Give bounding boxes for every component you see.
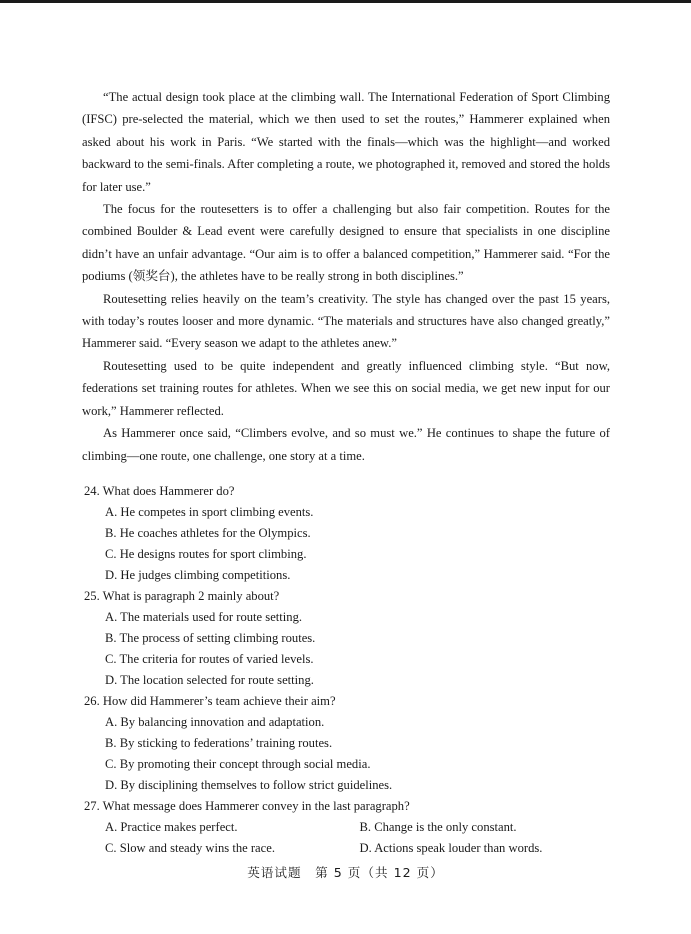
option-d: D. The location selected for route setting. [105, 673, 314, 687]
reading-passage [82, 86, 610, 467]
passage-paragraph-5: As Hammerer once said, “Climbers evolve, and so must we.” He continues to shape the future of climbing—one route, one challenge, one story at a time. [82, 426, 610, 463]
passage-paragraph-3: Routesetting relies heavily on the team’s creativity. The style has changed over the past 15 years, with today’s routes looser and more dynamic. “The materials and structures have also changed greatly,” Hammerer said. “Every season we adapt to the athletes anew.” [82, 291, 610, 351]
question-stem: 27. What message does Hammerer convey in the last paragraph? [84, 799, 410, 813]
option-b: B. Change is the only constant. [359, 820, 517, 834]
passage-paragraph-4: Routesetting used to be quite independent and greatly influenced climbing style. “But now, federations set training routes for athletes. When we see this on social media, we get new input for our work,” Hammerer reflected. [82, 358, 610, 418]
top-border [0, 0, 691, 3]
option-d: D. He judges climbing competitions. [105, 568, 291, 582]
option-b: B. By sticking to federations’ training routes. [105, 736, 333, 750]
question-27 [84, 796, 614, 859]
option-a: A. Practice makes perfect. [105, 820, 238, 834]
option-row [84, 817, 614, 838]
question-25 [84, 586, 614, 691]
page-footer: 英语试题 第 5 页（共 12 页） [247, 865, 444, 880]
passage-paragraph-2: The focus for the routesetters is to offer a challenging but also fair competition. Routes for the combined Boulder & Lead event were carefully designed to ensure that specialists in one discipline didn’t have an unfair advantage. “Our aim is to offer a balanced competition,” Hammerer said. “For the podiums (领奖台), the athletes have to be really strong in both disciplines.” [82, 202, 610, 284]
option-c: C. Slow and steady wins the race. [105, 841, 275, 855]
option-c: C. By promoting their concept through social media. [105, 757, 371, 771]
option-a: A. By balancing innovation and adaptation. [105, 715, 325, 729]
option-c: C. He designs routes for sport climbing. [105, 547, 307, 561]
question-stem: 25. What is paragraph 2 mainly about? [84, 589, 280, 603]
option-row [84, 838, 614, 859]
option-a: A. The materials used for route setting. [105, 610, 303, 624]
option-b: B. He coaches athletes for the Olympics. [105, 526, 311, 540]
option-c: C. The criteria for routes of varied levels. [105, 652, 314, 666]
option-d: D. Actions speak louder than words. [359, 841, 543, 855]
question-stem: 24. What does Hammerer do? [84, 484, 235, 498]
option-a: A. He competes in sport climbing events. [105, 505, 314, 519]
question-26 [84, 691, 614, 796]
option-d: D. By disciplining themselves to follow strict guidelines. [105, 778, 393, 792]
question-stem: 26. How did Hammerer’s team achieve their aim? [84, 694, 336, 708]
question-list [84, 481, 614, 859]
passage-paragraph-1: “The actual design took place at the climbing wall. The International Federation of Sport Climbing (IFSC) pre-selected the material, which we then used to set the routes,” Hammerer explained when asked about his work in Paris. “We started with the finals—which was the highlight—and worked backward to the semi-finals. After completing a route, we photographed it, removed and stored the holds for later use.” [82, 90, 610, 194]
option-b: B. The process of setting climbing routes. [105, 631, 316, 645]
question-24 [84, 481, 614, 586]
